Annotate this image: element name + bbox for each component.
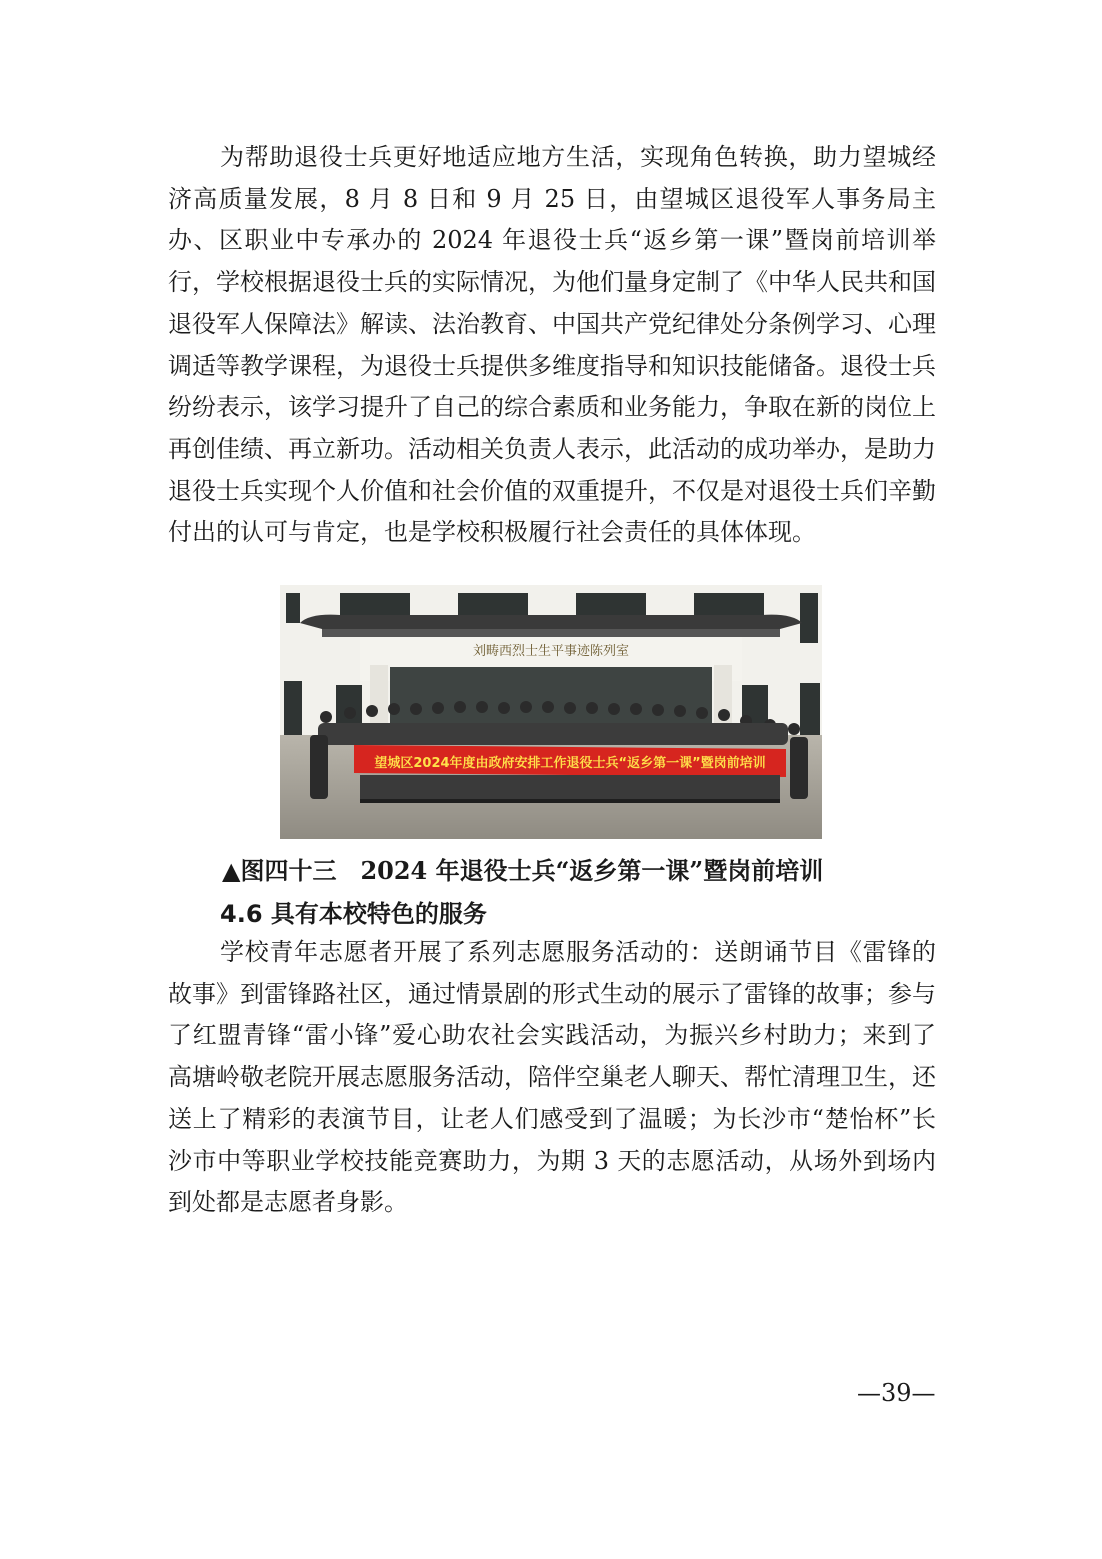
page-number: —39— bbox=[857, 1379, 936, 1407]
paragraph-2: 学校青年志愿者开展了系列志愿服务活动的：送朗诵节目《雷锋的故事》到雷锋路社区，通过情景剧的形式生动的展示了雷锋的故事；参与了红盟青锋“雷小锋”爱心助农社会实践活动，为振兴乡村助力；来到了高塘岭敬老院开展志愿服务活动，陪伴空巢老人聊天、帮忙清理卫生，还送上了精彩的表演节目，让老人们感受到了温暖；为长沙市“楚怡杯”长沙市中等职业学校技能竞赛助力，为期 3 天的志愿活动，从场外到场内到处都是志愿者身影。 bbox=[168, 938, 936, 1217]
banner-text: 望城区2024年度由政府安排工作退役士兵“返乡第一课”暨岗前培训 bbox=[374, 756, 766, 771]
figure-caption: ▲图四十三 2024 年退役士兵“返乡第一课”暨岗前培训 bbox=[222, 856, 824, 885]
group-photo bbox=[280, 585, 822, 839]
building-sign: 刘畴西烈士生平事迹陈列室 bbox=[472, 644, 630, 659]
section-heading: 4.6 具有本校特色的服务 bbox=[220, 900, 487, 928]
paragraph-1: 为帮助退役士兵更好地适应地方生活，实现角色转换，助力望城经济高质量发展，8 月 8 日和 9 月 25 日，由望城区退役军人事务局主办、区职业中专承办的 2024 年退役士兵“返乡第一课”暨岗前培训举行，学校根据退役士兵的实际情况，为他们量身定制了《中华人民共和国退役军人保障法》解读、法治教育、中国共产党纪律处分条例学习、心理调适等教学课程，为退役士兵提供多维度指导和知识技能储备。退役士兵纷纷表示，该学习提升了自己的综合素质和业务能力，争取在新的岗位上再创佳绩、再立新功。活动相关负责人表示，此活动的成功举办，是助力退役士兵实现个人价值和社会价值的双重提升，不仅是对退役士兵们辛勤付出的认可与肯定，也是学校积极履行社会责任的具体体现。 bbox=[168, 143, 936, 547]
people-torsos bbox=[318, 723, 788, 745]
group-photo-illustration bbox=[280, 585, 822, 839]
